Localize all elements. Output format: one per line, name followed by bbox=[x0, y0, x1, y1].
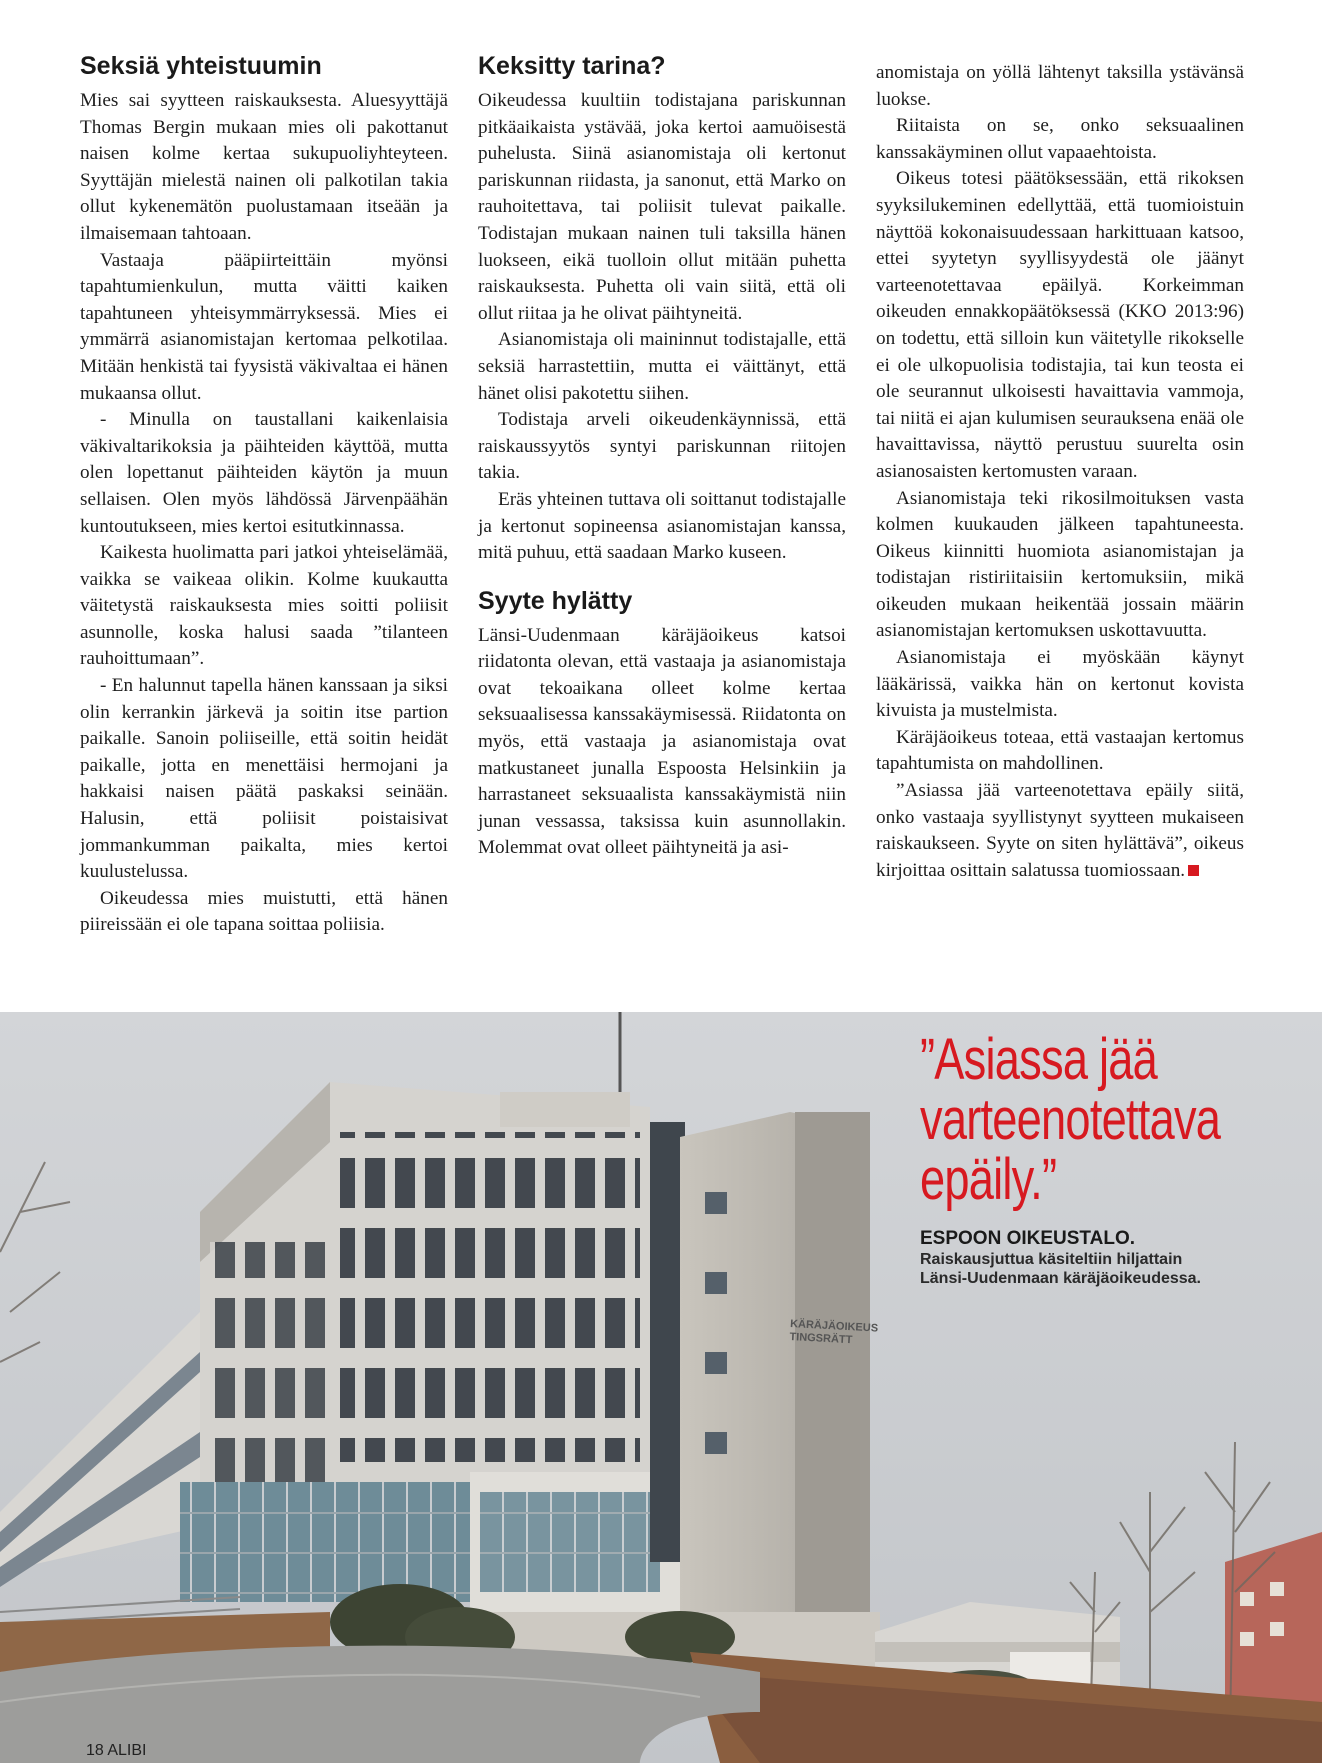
body-paragraph: Oikeus totesi päätöksessään, että rikoksen syyksilukeminen edellyttää, että tuomioistuin näyttöä kokonaisuudessaan harkittuaan katsoo, ettei syytetyn syyllisyydestä ole jäänyt varteenotettavaa epäilyä. Korkeimman oikeuden ennakkopäätöksessä (KKO 2013:96) on todettu, että silloin kun väitetylle rikokselle ei ole ulkopuolisia todistajia, tai kun teosta ei ole seurannut ulkoisesti havaittavia vammoja, tai niitä ei ajan kulumisen seurauksena enää ole havaittavissa, näyttö perustuu suurelta osin asianosaisten kertomusten varaan. bbox=[876, 168, 1244, 482]
body-paragraph: Oikeudessa mies muistutti, että hänen piireissään ei ole tapana soittaa poliisia. bbox=[80, 887, 448, 936]
body-paragraph: Riitaista on se, onko seksuaalinen kanssakäyminen ollut vapaaehtoista. bbox=[876, 115, 1244, 163]
body-paragraph bbox=[876, 778, 1244, 884]
caption-title: ESPOON OIKEUSTALO. bbox=[920, 1228, 1136, 1249]
body-paragraph: Asianomistaja teki rikosilmoituksen vasta kolmen kuukauden jälkeen tapahtuneesta. Oikeus kiinnitti huomiota asianomistajan ja todistajan ristiriitaisiin kertomuksiin, mikä oikeuden mukaan heikentää jossain määrin asianomistajan kertomuksen uskottavuutta. bbox=[876, 487, 1244, 642]
pull-quote: ”Asiassa jää varteenotettava epäily.” bbox=[920, 1027, 1221, 1212]
body-paragraph: - Minulla on taustallani kaikenlaisia väkivaltarikoksia ja päihteiden käyttöä, mutta olen lopettanut päihteiden käytön ja muun sellaisen. Olen myös lähdössä Järvenpäähän kuntoutukseen, mies kertoi esitutkinnassa. bbox=[80, 409, 448, 537]
caption-body: Raiskausjuttua käsiteltiin hiljattain Länsi-Uudenmaan käräjäoikeudessa. bbox=[920, 1251, 1201, 1287]
body-paragraph: Asianomistaja ei myöskään käynyt lääkärissä, vaikka hän on kertonut kovista kivuista ja mustelmista. bbox=[876, 647, 1244, 722]
body-paragraph: Todistaja arveli oikeudenkäynnissä, että raiskaussyytös syntyi pariskunnan riitojen takia. bbox=[478, 409, 846, 484]
body-paragraph: Kaikesta huolimatta pari jatkoi yhteiselämää, vaikka se vaikeaa olikin. Kolme kuukautta väitetystä raiskauksesta mies soitti poliisit asunnolle, koska halusi saada ”tilanteen rauhoittumaan”. bbox=[80, 542, 448, 670]
body-paragraph: Oikeudessa kuultiin todistajana pariskunnan pitkäaikaista ystävää, joka kertoi aamuöisestä puhelusta. Siinä asianomistaja oli kertonut pariskunnan riidasta, ja sanonut, että Marko on rauhoitettava, tai poliisit tulevat paikalle. Todistajan mukaan nainen tuli taksilla hänen luokseen, eikä tuolloin ollut mitään puhetta raiskauksesta. Puhetta oli vain siitä, että oli ollut riitaa ja he olivat päihtyneitä. bbox=[478, 90, 846, 324]
section-heading: Keksitty tarina? bbox=[478, 52, 666, 80]
body-paragraph: Länsi-Uudenmaan käräjäoikeus katsoi riidatonta olevan, että vastaaja ja asianomistaja ovat tekoaikana olleet kolme kertaa seksuaalisessa kanssakäymisessä. Riidatonta on myös, että vastaaja ja asianomistaja ovat matkustaneet junalla Espoosta Helsinkiin ja harrastaneet seksuaalista kanssakäymistä niin junan vessassa, taksissa kuin asunnollakin. Molemmat ovat olleet päihtyneitä ja asi- bbox=[478, 624, 846, 859]
body-paragraph: Käräjäoikeus toteaa, että vastaajan kertomus tapahtumista on mahdollinen. bbox=[876, 726, 1244, 775]
body-paragraph: Mies sai syytteen raiskauksesta. Aluesyyttäjä Thomas Bergin mukaan mies oli pakottanut naisen kolme kertaa sukupuoliyhteyteen. Syyttäjän mielestä nainen oli palkotilan takia ollut kykenemätön puolustamaan itseään ja ilmaisemaan tahtoaan. bbox=[80, 90, 448, 244]
photo-caption bbox=[920, 1228, 1220, 1288]
body-paragraph: anomistaja on yöllä lähtenyt taksilla ystävänsä luokse. bbox=[876, 62, 1244, 110]
body-paragraph: Asianomistaja oli maininnut todistajalle, että seksiä harrastettiin, mutta ei väittänyt, että hänet olisi pakotettu siihen. bbox=[478, 329, 846, 404]
article-end-mark bbox=[1188, 865, 1199, 876]
article-column-2 bbox=[478, 50, 846, 862]
article-column-1 bbox=[80, 50, 448, 939]
article-column-3 bbox=[876, 60, 1244, 884]
building-sign: KÄRÄJÄOIKEUSTINGSRÄTT bbox=[789, 1318, 879, 1347]
page-folio: 18 ALIBI bbox=[86, 1742, 147, 1759]
section-heading: Syyte hylätty bbox=[478, 586, 633, 615]
closing-paragraph-text: ”Asiassa jää varteenotettava epäily siitä, onko vastaaja syyllistynyt syytteen mukaiseen raiskaukseen. Syyte on siten hylättävä”, oikeus kirjoittaa osittain salatussa tuomiossaan. bbox=[876, 780, 1244, 881]
body-paragraph: Eräs yhteinen tuttava oli soittanut todistajalle ja kertonut sopineensa asianomistajan kanssa, mitä puhuu, että saadaan Marko kuseen. bbox=[478, 488, 846, 564]
body-paragraph: Vastaaja pääpiirteittäin myönsi tapahtumienkulun, mutta väitti kaiken tapahtuneen yhteisymmärryksessä. Mies ei ymmärrä asianomistajan kertomaa pelkotilaa. Mitään henkistä tai fyysistä väkivaltaa ei hänen mukaansa ollut. bbox=[80, 249, 448, 404]
body-paragraph: - En halunnut tapella hänen kanssaan ja siksi olin kerrankin järkevä ja soitin itse partion paikalle. Sanoin poliiseille, että soitin heidät paikalle, jotta en menettäisi hermojani ja hakkaisi naisen päätä paskaksi seinään. Halusin, että poliisit poistaisivat jommankumman paikalta, mies kertoi kuulustelussa. bbox=[80, 675, 448, 883]
section-heading: Seksiä yhteistuumin bbox=[80, 52, 322, 80]
